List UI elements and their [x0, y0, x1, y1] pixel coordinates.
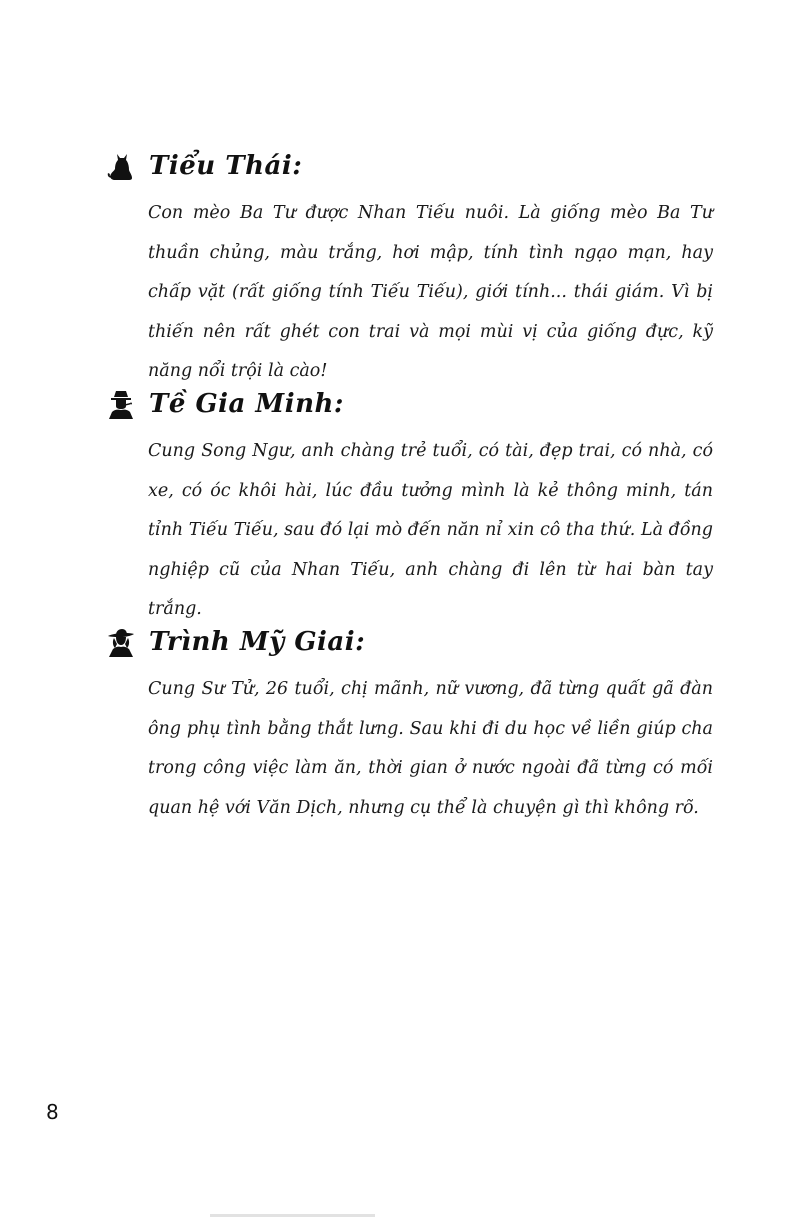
woman-with-hat-silhouette-icon: [105, 626, 137, 658]
entry-description: Cung Sư Tử, 26 tuổi, chị mãnh, nữ vương, đã từng quất gã đàn ông phụ tình bằng thắt lưng. Sau khi đi du học về liền giúp cha trong công việc làm ăn, thời gian ở nước ngoài đã từng có mối quan hệ với Văn Dịch, nhưng cụ thể là chuyện gì thì không rõ.: [148, 679, 713, 818]
entry-description: Con mèo Ba Tư được Nhan Tiếu nuôi. Là giống mèo Ba Tư thuần chủng, màu trắng, hơi mập, tính tình ngạo mạn, hay chấp vặt (rất giống tính Tiếu Tiếu), giới tính... thái giám. Vì bị thiến nên rất ghét con trai và mọi mùi vị của giống đực, kỹ năng nổi trội là cào!: [148, 203, 713, 381]
entry-description: Cung Song Ngư, anh chàng trẻ tuổi, có tài, đẹp trai, có nhà, có xe, có óc khôi hài, lúc đầu tưởng mình là kẻ thông minh, tán tỉnh Tiếu Tiếu, sau đó lại mò đến năn nỉ xin cô tha thứ. Là đồng nghiệp cũ của Nhan Tiếu, anh chàng đi lên từ hai bàn tay trắng.: [148, 441, 713, 619]
man-with-hat-silhouette-icon: [105, 388, 137, 420]
cat-silhouette-icon: [105, 150, 137, 182]
entry-name: Tề Gia Minh:: [149, 389, 344, 419]
scan-edge-mark: [210, 1214, 375, 1217]
page-number: 8: [46, 1100, 59, 1124]
entry-heading: [105, 622, 365, 662]
entry-heading: [105, 146, 302, 186]
entry-heading: [105, 384, 344, 424]
entry-name: Trình Mỹ Giai:: [149, 627, 366, 657]
entry-name: Tiểu Thái:: [149, 151, 303, 181]
